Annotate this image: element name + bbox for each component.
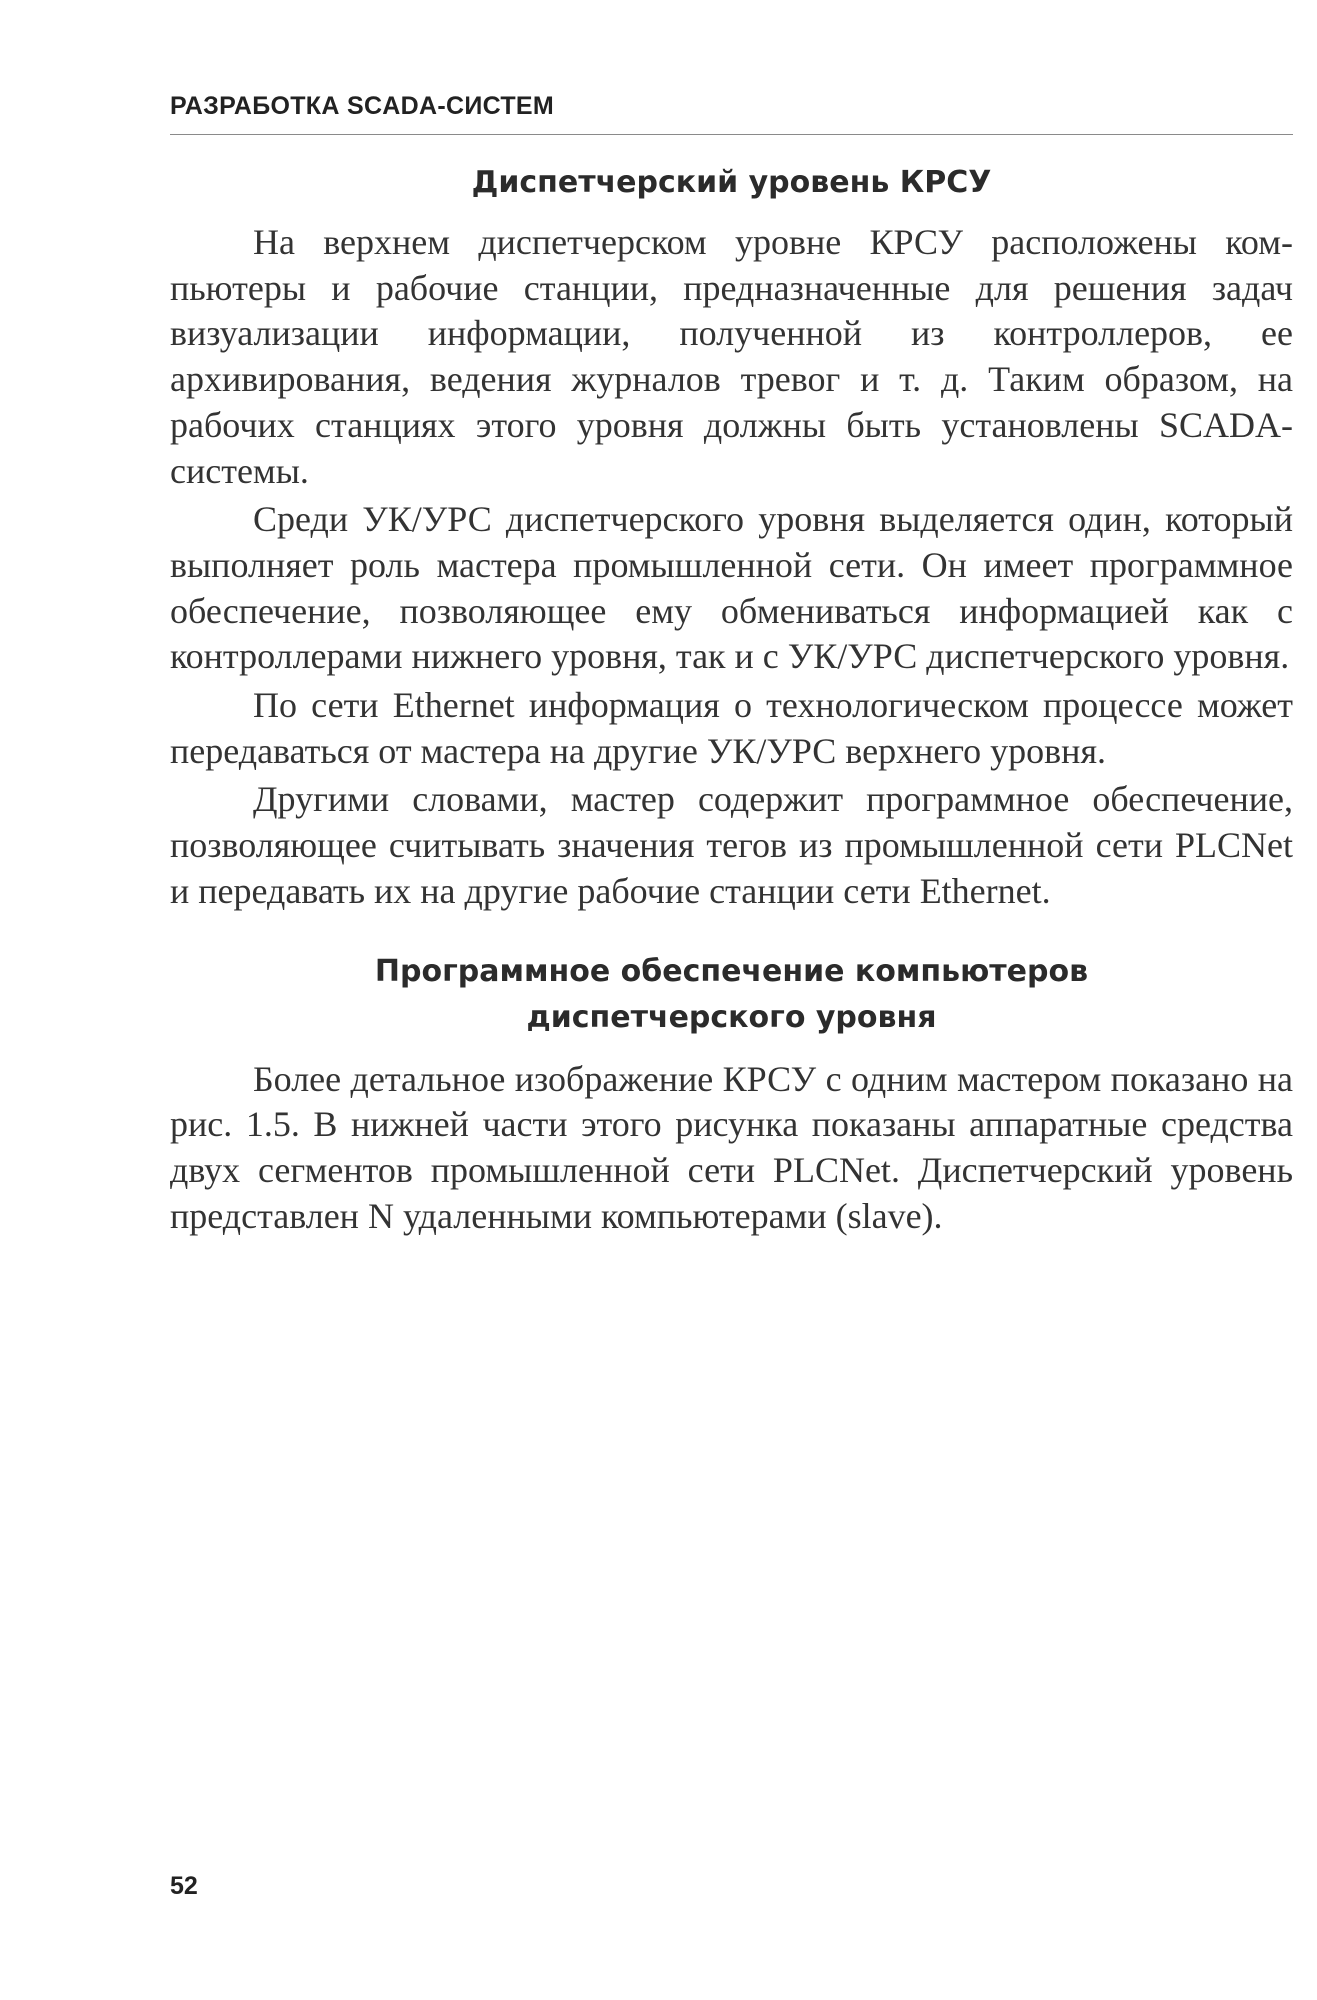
section-heading-line-2: диспетчерского уровня — [526, 999, 937, 1035]
paragraph-upper-level: На верхнем диспетчерском уровне КРСУ расположены компьютеры и рабочие станции, предназначенные для решения задач визуализации информации, полученной из контроллеров, ее архивирования, ведения журналов тревог и т. д. Таким образом, на рабочих станциях этого уровня должны быть установлены SCADA-системы. — [170, 222, 1293, 491]
paragraph-network-master: Среди УК/УРС диспетчерского уровня выделяется один, который выполняет роль мастера промышленной сети. Он имеет программное обеспечение, позволяющее ему обмениваться информацией как с контроллерами нижнего уровня, так и с УК/УРС диспетчерского уровня. — [170, 499, 1293, 677]
section-heading-dispatch-level — [170, 160, 1293, 206]
section-heading-text: Диспетчерский уровень КРСУ — [471, 165, 992, 200]
paragraph-master-software: Другими словами, мастер содержит программное обеспечение, позволяющее считывать значения тегов из промышленной сети PLCNet и передавать их на другие рабочие станции сети Ethernet. — [170, 779, 1293, 911]
section-heading-line-1: Программное обеспечение компьютеров — [374, 953, 1089, 989]
paragraph-ethernet: По сети Ethernet информация о технологическом процессе может передаваться от мастера на другие УК/УРС верхнего уровня. — [170, 685, 1293, 771]
paragraph-figure-reference: Более детальное изображение КРСУ с одним мастером показано на рис. 1.5. В нижней части этого рисунка показаны аппаратные средства двух сегментов промышленной сети PLCNet. Диспетчерский уровень представлен N удаленными компьютерами (slave). — [170, 1058, 1293, 1236]
page-number: 52 — [170, 1872, 198, 1900]
running-head: РАЗРАБОТКА SCADA-СИСТЕМ — [170, 92, 555, 120]
header-rule — [170, 134, 1293, 135]
section-heading-software — [170, 949, 1293, 1041]
page-content — [170, 160, 1293, 1242]
